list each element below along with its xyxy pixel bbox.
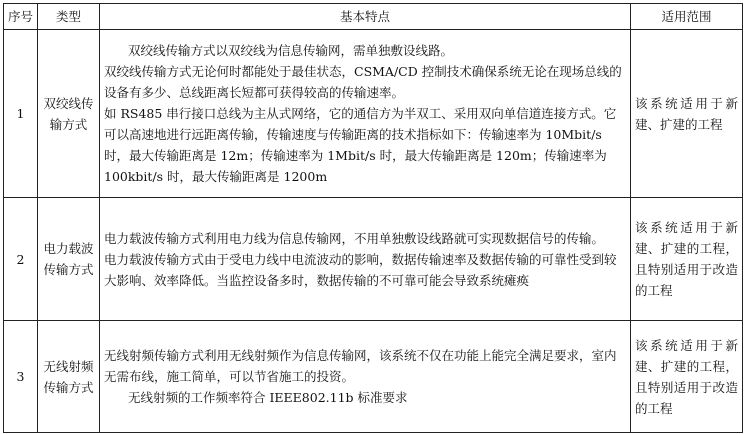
feature-paragraph: 无线射频传输方式利用无线射频作为信息传输网，该系统不仅在功能上能完全满足要求，室内无需布线，施工简单，可以节省施工的投资。 (104, 348, 617, 384)
table-row (4, 321, 743, 433)
header-scope: 适用范围 (631, 4, 743, 30)
row-index: 3 (4, 321, 38, 433)
feature-paragraph: 如 RS485 串行接口总线为主从式网络，它的通信方为半双工、采用双向单信道连接方式。它可以高速地进行远距离传输，传输速度与传输距离的技术指标如下：传输速率为 10Mbit/s 时，最大传输距离是 12m；传输速率为 1Mbit/s 时，最大传输距离是 120m；传输速率为 100kbit/s 时，最大传输距离是 1200m (104, 106, 617, 184)
row-features (100, 198, 631, 321)
row-features (100, 321, 631, 433)
row-type: 双绞线传输方式 (38, 30, 100, 198)
row-scope: 该系统适用于新建、扩建的工程 (631, 30, 743, 198)
table-row (4, 198, 743, 321)
header-features: 基本特点 (100, 4, 631, 30)
feature-paragraph: 双绞线传输方式无论何时都能处于最佳状态，CSMA/CD 控制技术确保系统无论在现场总线的设备有多少、总线距离长短都可获得较高的传输速率。 (104, 64, 622, 100)
characteristics-table (3, 3, 743, 433)
row-type: 电力载波传输方式 (38, 198, 100, 321)
table-row (4, 30, 743, 198)
header-index: 序号 (4, 4, 38, 30)
row-scope: 该系统适用于新建、扩建的工程，且特别适用于改造的工程 (631, 321, 743, 433)
feature-paragraph: 电力载波传输方式由于受电力线中电流波动的影响，数据传输速率及数据传输的可靠性受到较大影响、效率降低。当监控设备多时，数据传输的不可靠可能会导致系统瘫痪 (104, 251, 617, 288)
header-type: 类型 (38, 4, 100, 30)
row-index: 1 (4, 30, 38, 198)
row-type: 无线射频传输方式 (38, 321, 100, 433)
feature-paragraph: 无线射频的工作频率符合 IEEE802.11b 标准要求 (128, 390, 408, 405)
feature-paragraph: 双绞线传输方式以双绞线为信息传输网，需单独敷设线路。 (128, 43, 454, 58)
row-features (100, 30, 631, 198)
feature-paragraph: 电力载波传输方式利用电力线为信息传输网，不用单独敷设线路就可实现数据信号的传输。 (104, 230, 605, 246)
header-row (4, 4, 743, 30)
row-scope: 该系统适用于新建、扩建的工程，且特别适用于改造的工程 (631, 198, 743, 321)
row-index: 2 (4, 198, 38, 321)
